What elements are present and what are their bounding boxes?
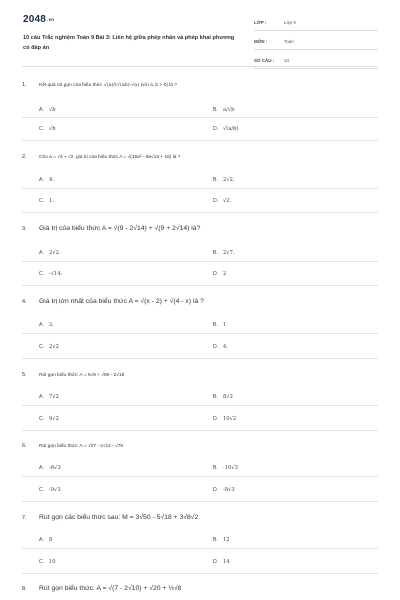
option-d[interactable]: D. 14: [213, 559, 230, 565]
question-number: 2.: [22, 154, 27, 160]
option-b[interactable]: B. 12: [213, 537, 230, 543]
option-a[interactable]: A. 4.: [39, 177, 54, 183]
question-text: Cho a = √3 + √2, giá trị của biểu thức A = √(15a² - 8a√15 + 16) là ?: [39, 154, 181, 160]
question-expression: √(a)/(√(ab)-√a): [102, 82, 141, 88]
question-text: Rút gọn biểu thức: A = 5√8 + √50 - 2√18: [39, 372, 125, 378]
option-b[interactable]: B. 2√2.: [213, 177, 235, 183]
logo-text: 2048: [23, 14, 47, 25]
option-a[interactable]: A. 2√2.: [39, 250, 61, 256]
info-key: LỚP :: [254, 19, 267, 25]
option-c[interactable]: C. 10: [39, 559, 56, 565]
info-panel: [254, 16, 378, 69]
option-a[interactable]: A. 2.: [39, 322, 54, 328]
option-b[interactable]: B. a/√b: [213, 107, 235, 113]
document-title: 10 câu Trắc nghiệm Toán 9 Bài 3: Liên hệ giữa phép nhân và phép khai phương có đáp án: [23, 35, 235, 51]
option-a[interactable]: A. -6√3: [39, 465, 61, 471]
option-a[interactable]: A. 8: [39, 537, 53, 543]
info-value: Lớp 9: [284, 19, 296, 25]
info-value: Toán: [284, 38, 294, 44]
question-number: 5.: [22, 372, 27, 378]
question-number: 8.: [22, 586, 27, 592]
row-divider: [22, 333, 378, 334]
row-divider: [22, 285, 378, 286]
option-c[interactable]: C. -√14.: [39, 271, 63, 277]
page-header: [0, 0, 400, 64]
question-text: Rút gọn biểu thức: A = √(7 - 2√10) + √20 + ½√8: [39, 585, 182, 592]
row-divider: [22, 212, 378, 213]
question-text: [39, 83, 379, 88]
question-number: 6.: [22, 443, 27, 449]
option-c[interactable]: C. 9√2: [39, 416, 59, 422]
question-text: Rút gọn các biểu thức sau: M = 3√50 - 5√18 + 3√8√2: [39, 514, 199, 521]
question-text: Giá trị của biểu thức A = √(9 - 2√14) + √(9 + 2√14) là?: [39, 225, 201, 232]
option-d[interactable]: D. 2: [213, 271, 227, 277]
row-divider: [22, 140, 378, 141]
option-a[interactable]: A. 7√2: [39, 394, 59, 400]
question-number: 3.: [22, 226, 27, 232]
question-text-after: (với a, b > 0) là ?: [140, 82, 177, 88]
site-logo[interactable]: [23, 14, 54, 25]
info-row-class: [254, 16, 378, 31]
option-b[interactable]: B. 2√7.: [213, 250, 235, 256]
option-c[interactable]: C. 2√2: [39, 344, 59, 350]
row-divider: [22, 188, 378, 189]
option-a[interactable]: A. √b: [39, 107, 56, 113]
row-divider: [22, 476, 378, 477]
info-value: 10: [284, 58, 290, 64]
info-row-subject: [254, 35, 378, 50]
row-divider: [22, 117, 378, 118]
question-number: 7.: [22, 515, 27, 521]
info-key: MÔN :: [254, 38, 268, 44]
row-divider: [22, 548, 378, 549]
question-text-before: Kết quả rút gọn của biểu thức: [39, 82, 103, 88]
info-key: SỐ CÂU :: [254, 58, 275, 64]
row-divider: [22, 573, 378, 574]
info-row-count: [254, 55, 378, 70]
option-c[interactable]: C. -9√3: [39, 487, 61, 493]
row-divider: [22, 430, 378, 431]
question-number: 4.: [22, 299, 27, 305]
row-divider: [22, 501, 378, 502]
question-text: Rút gọn biểu thức: A = √27 - 2√12 - √75: [39, 443, 124, 449]
option-d[interactable]: D. √(a/b): [213, 126, 239, 132]
option-c[interactable]: C. √b: [39, 126, 56, 132]
logo-suffix: .vn: [47, 17, 55, 22]
option-d[interactable]: D. -8√3: [213, 487, 235, 493]
row-divider: [22, 405, 378, 406]
option-d[interactable]: D. √2.: [213, 198, 232, 204]
row-divider: [22, 261, 378, 262]
option-b[interactable]: B. 1: [213, 322, 227, 328]
option-d[interactable]: D. 4.: [213, 344, 228, 350]
question-number: 1.: [22, 82, 27, 88]
option-d[interactable]: D. 10√2: [213, 416, 237, 422]
question-text: Giá trị lớn nhất của biểu thức A = √(x - 2) + √(4 - x) là ?: [39, 298, 204, 305]
option-c[interactable]: C. 1.: [39, 198, 54, 204]
option-b[interactable]: B. 8√2: [213, 394, 233, 400]
option-b[interactable]: B. -10√3: [213, 465, 238, 471]
row-divider: [22, 358, 378, 359]
header-divider: [22, 66, 378, 67]
